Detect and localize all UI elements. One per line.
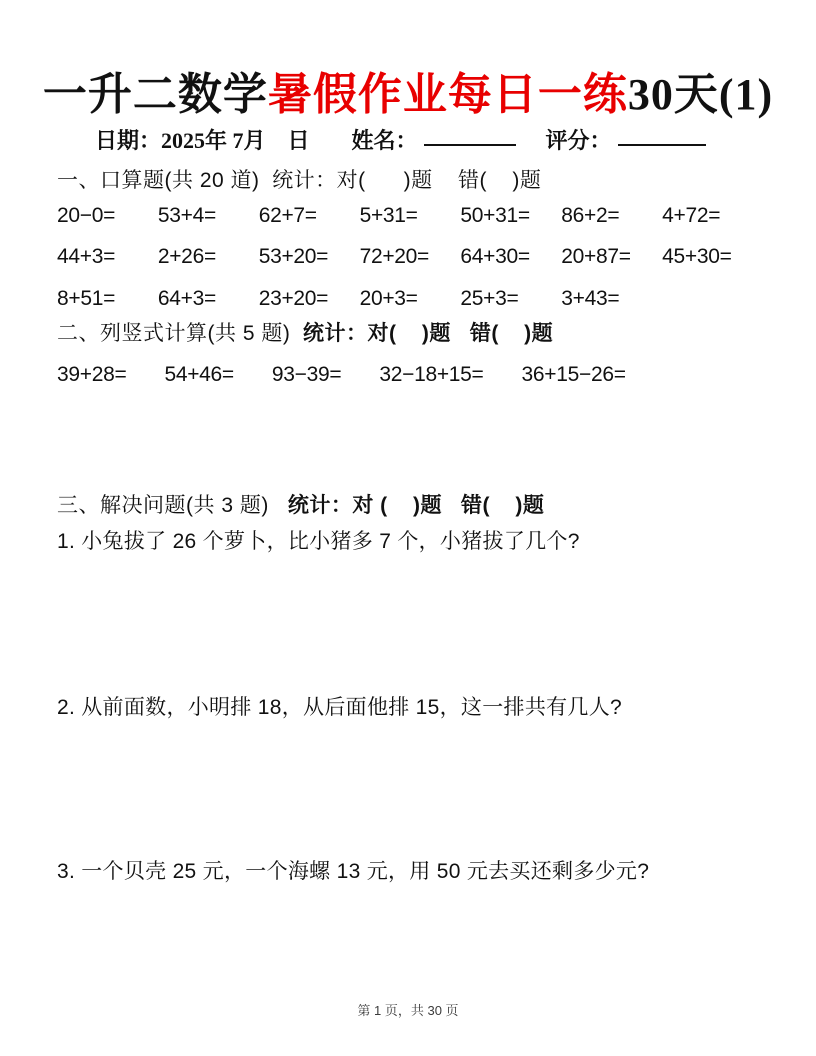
meta-line (95, 124, 706, 155)
score-label: 评分： (545, 128, 612, 153)
oral-problem: 23+20= (258, 287, 329, 310)
oral-problem: 45+30= (662, 245, 732, 268)
oral-problem: 64+30= (460, 245, 530, 268)
section-word-stats: 统计：对 ( )题 错( )题 (287, 494, 545, 517)
section-word-title: 三、解决问题(共 3 题) (57, 494, 288, 517)
date-field: 日期：2025年 7月 日 (95, 128, 310, 153)
vertical-problem: 54+46= (164, 363, 234, 386)
section-word-heading (57, 489, 544, 519)
oral-problem: 25+3= (460, 287, 519, 310)
section-vertical-stats: 统计：对( )题 错( )题 (303, 322, 554, 345)
oral-problem: 2+26= (157, 245, 216, 268)
word-problem-2: 2. 从前面数，小明排 18，从后面他排 15，这一排共有几人? (57, 696, 623, 719)
oral-problems-row-1 (57, 204, 763, 228)
name-blank-line (424, 126, 516, 146)
oral-problem (662, 287, 763, 311)
page-title (0, 67, 816, 122)
oral-problem: 20+87= (561, 245, 631, 268)
page-number: 第 1 页，共 30 页 (357, 1003, 459, 1018)
score-blank-line (618, 126, 706, 146)
oral-problem: 62+7= (258, 204, 317, 227)
title-part-left: 一升二数学 (42, 70, 268, 120)
oral-problem: 20−0= (57, 204, 116, 227)
section-oral-stats: 统计：对( )题 错( )题 (272, 169, 542, 192)
vertical-problem: 39+28= (57, 363, 127, 386)
oral-problem: 44+3= (57, 245, 116, 268)
vertical-problem: 32−18+15= (379, 363, 484, 386)
oral-problem: 3+43= (561, 287, 620, 310)
section-oral-heading (57, 164, 541, 194)
section-oral-title: 一、口算题(共 20 道) (57, 169, 273, 192)
oral-problem: 64+3= (157, 287, 216, 310)
section-vertical-title: 二、列竖式计算(共 5 题) (57, 322, 304, 345)
oral-problems-row-2 (57, 245, 763, 269)
word-problem-1: 1. 小兔拔了 26 个萝卜，比小猪多 7 个，小猪拔了几个? (57, 530, 580, 553)
vertical-problem: 36+15−26= (521, 363, 626, 386)
oral-problem: 53+4= (157, 204, 216, 227)
section-vertical-heading (57, 317, 553, 347)
vertical-problems-row (57, 363, 626, 387)
vertical-problem: 93−39= (271, 363, 342, 386)
oral-problem: 20+3= (359, 287, 418, 310)
title-part-right: 30天(1) (627, 70, 774, 120)
word-problem-3: 3. 一个贝壳 25 元，一个海螺 13 元，用 50 元去买还剩多少元? (57, 860, 650, 883)
oral-problems-row-3 (57, 287, 763, 311)
oral-problem: 4+72= (662, 204, 721, 227)
oral-problem: 53+20= (258, 245, 329, 268)
oral-problem: 50+31= (460, 204, 530, 227)
title-part-accent: 暑假作业每日一练 (267, 70, 628, 120)
oral-problem: 8+51= (57, 287, 116, 310)
name-label: 姓名： (351, 128, 418, 153)
oral-problem: 72+20= (359, 245, 430, 268)
oral-problem: 5+31= (359, 204, 418, 227)
oral-problem: 86+2= (561, 204, 620, 227)
